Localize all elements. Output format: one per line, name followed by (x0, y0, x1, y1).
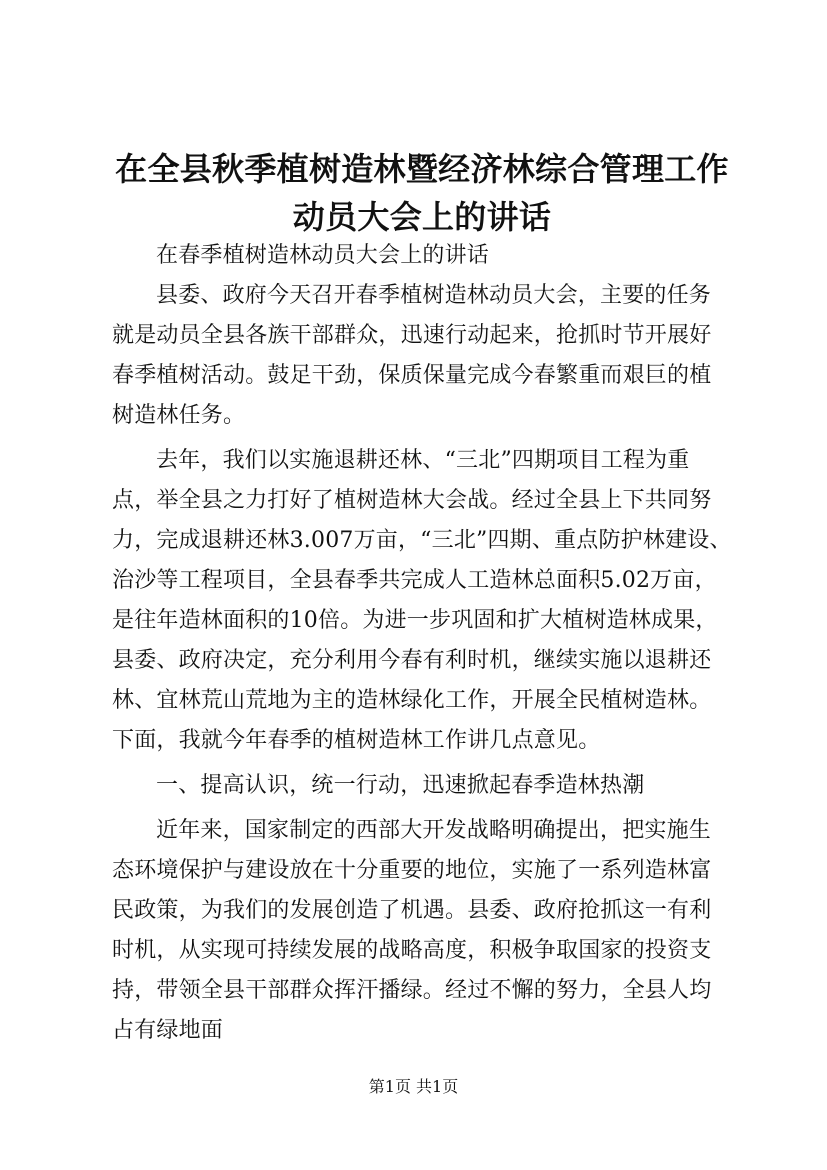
document-body (112, 236, 732, 1051)
paragraph-3: 近年来，国家制定的西部大开发战略明确提出，把实施生态环境保护与建设放在十分重要的地位，实施了一系列造林富民政策，为我们的发展创造了机遇。县委、政府抢抓这一有利时机，从实现可持续发展的战略高度，积极争取国家的投资支持，带领全县干部群众挥汗播绿。经过不懈的努力，全县人均占有绿地面 (112, 818, 712, 1043)
document-title: 在全县秋季植树造林暨经济林综合管理工作动员大会上的讲话 (115, 150, 729, 236)
page-footer: 第1页 共1页 (368, 1077, 459, 1096)
paragraph-1: 县委、政府今天召开春季植树造林动员大会，主要的任务就是动员全县各族干部群众，迅速行动起来，抢抓时节开展好春季植树活动。鼓足干劲，保质保量完成今春繁重而艰巨的植树造林任务。 (112, 283, 712, 428)
paragraph-2: 去年，我们以实施退耕还林、“三北”四期项目工程为重点，举全县之力打好了植树造林大会战。经过全县上下共同努力，完成退耕还林3.007万亩，“三北”四期、重点防护林建设、治沙等工程项目，全县春季共完成人工造林总面积5.02万亩，是往年造林面积的10倍。为进一步巩固和扩大植树造林成果，县委、政府决定，充分利用今春有利时机，继续实施以退耕还林、宜林荒山荒地为主的造林绿化工作，开展全民植树造林。下面，我就今年春季的植树造林工作讲几点意见。 (112, 448, 732, 753)
section-heading-1: 一、提高认识，统一行动，迅速掀起春季造林热潮 (156, 773, 645, 798)
document-subtitle: 在春季植树造林动员大会上的讲话 (156, 243, 490, 268)
